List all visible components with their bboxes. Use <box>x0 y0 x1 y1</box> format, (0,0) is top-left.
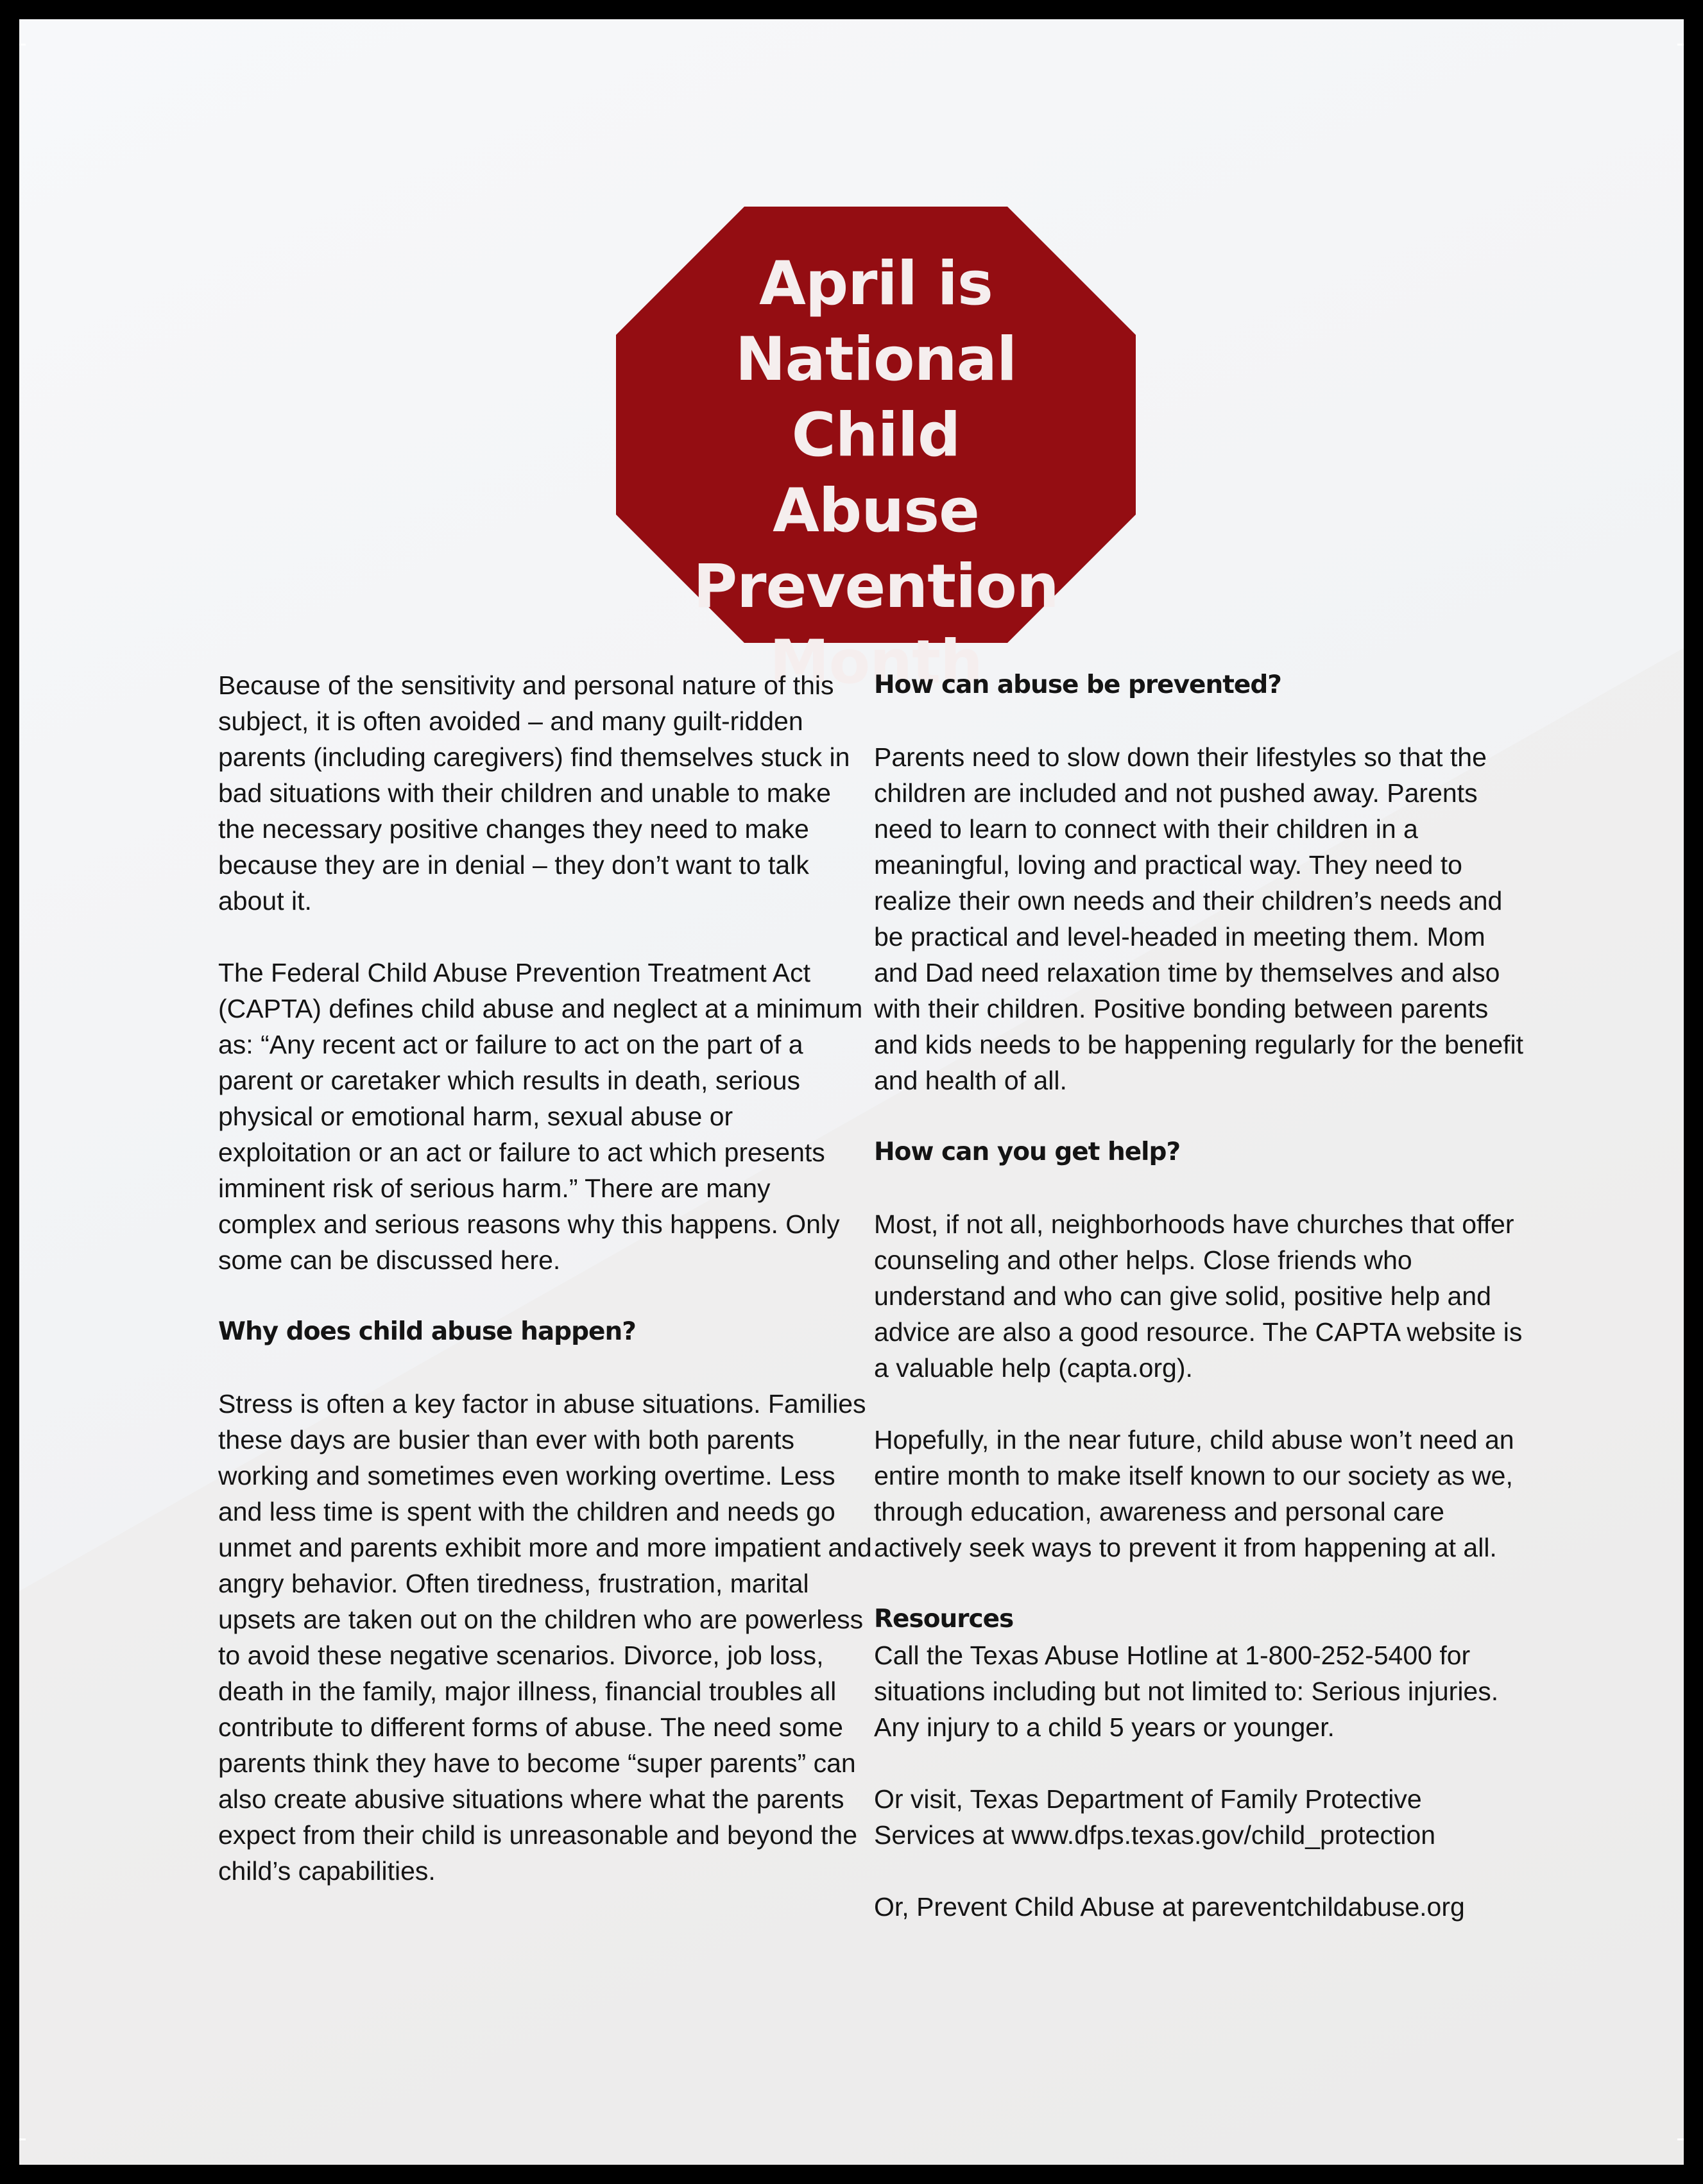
crop-mark-bottom-left <box>19 2138 26 2140</box>
prevent-child-abuse-paragraph: Or, Prevent Child Abuse at pareventchildabuse.org <box>874 1892 1465 1922</box>
banner-line-2: National Child <box>735 325 1017 470</box>
prevention-heading: How can abuse be prevented? <box>874 670 1281 699</box>
banner-line-1: April is <box>759 249 993 319</box>
hope-paragraph: Hopefully, in the near future, child abuse won’t need an entire month to make itself known to our society as we, through education, awareness and personal care actively seek ways to prevent it from happening at all. <box>874 1425 1514 1562</box>
banner-line-3: Abuse <box>773 476 979 546</box>
crop-mark-top-left <box>19 44 26 46</box>
crop-mark-top-right <box>1677 44 1684 46</box>
flyer-page <box>19 19 1684 2165</box>
banner-line-4: Prevention <box>693 552 1059 622</box>
banner-title <box>642 246 1110 701</box>
help-paragraph: Most, if not all, neighborhoods have churches that offer counseling and other helps. Close friends who understand and who can give solid, positive help and advice are also a good resource. The CAPTA website is a valuable help (capta.org). <box>874 1209 1523 1383</box>
resources-heading: Resources <box>874 1605 1014 1634</box>
help-heading: How can you get help? <box>874 1138 1181 1166</box>
banner-line-5: Month <box>769 627 982 697</box>
prevention-paragraph: Parents need to slow down their lifestyles so that the children are included and not pushed away. Parents need to learn to connect with their children in a meaningful, loving and practical way. They need to realize their own needs and their children’s needs and be practical and level-headed in meeting them. Mom and Dad need relaxation time by themselves and also with their children. Positive bonding between parents and kids needs to be happening regularly for the benefit and health of all. <box>874 742 1524 1095</box>
hotline-paragraph: Call the Texas Abuse Hotline at 1-800-252-5400 for situations including but not limited to: Serious injuries. Any injury to a child 5 years or younger. <box>874 1641 1499 1742</box>
crop-mark-bottom-right <box>1677 2138 1684 2140</box>
why-paragraph: Stress is often a key factor in abuse situations. Families these days are busier than ever with both parents working and sometimes even working overtime. Less and less time is spent with the children and needs go unmet and parents exhibit more and more impatient and angry behavior. Often tiredness, frustration, marital upsets are taken out on the children who are powerless to avoid these negative scenarios. Divorce, job loss, death in the family, major illness, financial troubles all contribute to different forms of abuse. The need some parents think they have to become “super parents” can also create abusive situations where what the parents expect from their child is unreasonable and beyond the child’s capabilities. <box>218 1389 872 1886</box>
capta-definition-paragraph: The Federal Child Abuse Prevention Treatment Act (CAPTA) defines child abuse and neglect at a minimum as: “Any recent act or failure to act on the part of a parent or caretaker which results in death, serious physical or emotional harm, sexual abuse or exploitation or an act or failure to act which presents imminent risk of serious harm.” There are many complex and serious reasons why this happens. Only some can be discussed here. <box>218 958 863 1275</box>
dfps-paragraph: Or visit, Texas Department of Family Protective Services at www.dfps.texas.gov/child_protection <box>874 1784 1436 1850</box>
right-column <box>874 667 1528 1925</box>
left-column <box>218 667 873 1889</box>
why-heading: Why does child abuse happen? <box>218 1317 636 1346</box>
intro-paragraph: Because of the sensitivity and personal nature of this subject, it is often avoided – and many guilt-ridden parents (including caregivers) find themselves stuck in bad situations with their children and unable to make the necessary positive changes they need to make because they are in denial – they don’t want to talk about it. <box>218 670 850 916</box>
